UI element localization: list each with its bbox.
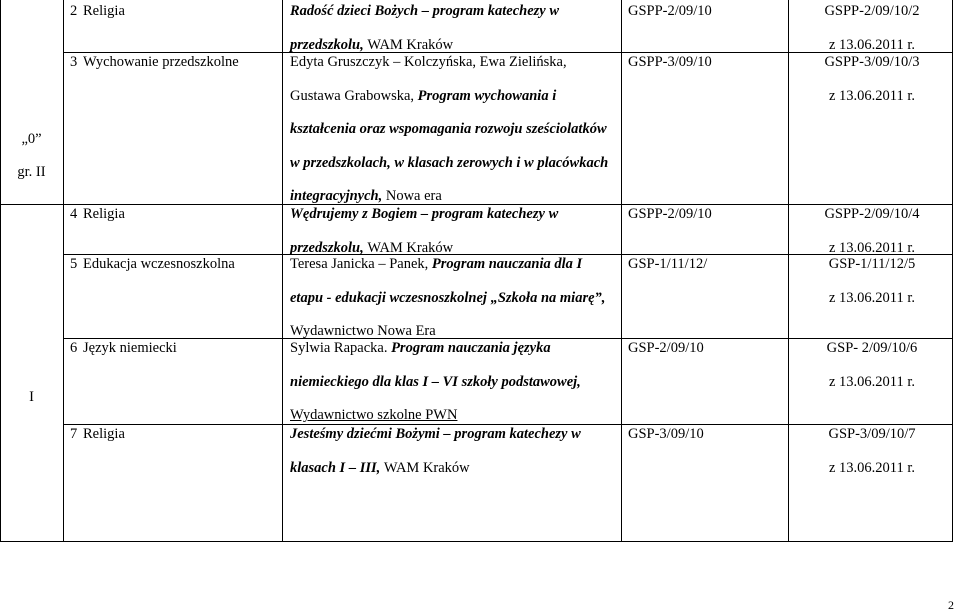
program-code: GSP-3/09/10 [628, 426, 704, 442]
registration-date: z 13.06.2011 r. [828, 289, 916, 306]
subject-name: Religia [83, 206, 125, 222]
program-line [290, 205, 558, 223]
program-text: etapu - edukacji wczesnoszkolnej „Szkoła na miarę”, [290, 289, 606, 306]
program-text: Wydawnictwo Nowa Era [290, 323, 436, 340]
program-text: Wydawnictwo szkolne PWN [290, 407, 458, 424]
program-line [290, 425, 581, 443]
program-text: Program nauczania języka [391, 340, 551, 356]
registration-date: z 13.06.2011 r. [828, 87, 916, 104]
program-text: Gustawa Grabowska, [290, 87, 418, 104]
registration-number: GSPP-2/09/10/4 [824, 206, 920, 222]
program-line [290, 120, 607, 138]
program-text: klasach I – III, [290, 459, 384, 476]
program-text: Edyta Gruszczyk – Kolczyńska, Ewa Zielińska, [290, 54, 567, 70]
row-number: 4 [70, 206, 78, 222]
row-number: 6 [70, 340, 78, 356]
row-number: 7 [70, 426, 78, 442]
row-number: 2 [70, 3, 78, 19]
program-line [290, 289, 605, 307]
program-text: Wędrujemy z Bogiem – program katechezy w [290, 206, 559, 222]
page-number: 2 [948, 598, 954, 612]
registration-date: z 13.06.2011 r. [828, 36, 916, 53]
program-text: Radość dzieci Bożych – program katechezy w [290, 3, 560, 19]
program-text: Program wychowania i [417, 87, 557, 104]
program-line [290, 187, 442, 205]
program-line [290, 2, 559, 20]
program-text: niemieckiego dla klas I – VI szkoły podstawowej, [290, 373, 581, 390]
registration-number: GSP-1/11/12/5 [828, 256, 916, 272]
program-text: integracyjnych, [290, 188, 386, 205]
program-text: Teresa Janicka – Panek, [290, 256, 432, 272]
program-text: w przedszkolach, w klasach zerowych i w placówkach [290, 154, 609, 171]
program-text: przedszkolu, [290, 36, 368, 53]
program-code: GSP-1/11/12/ [628, 256, 708, 272]
program-text: Sylwia Rapacka. [290, 340, 392, 356]
program-code: GSP-2/09/10 [628, 340, 704, 356]
program-text: WAM Kraków [367, 239, 454, 256]
program-line [290, 154, 608, 172]
program-line [290, 322, 436, 340]
program-line [290, 239, 453, 257]
subject-name: Wychowanie przedszkolne [83, 54, 239, 70]
program-text: przedszkolu, [290, 239, 368, 256]
program-code: GSPP-3/09/10 [628, 54, 712, 70]
subject-name: Religia [83, 426, 125, 442]
registration-date: z 13.06.2011 r. [828, 239, 916, 256]
registration-number: GSPP-3/09/10/3 [824, 54, 920, 70]
program-text: Nowa era [385, 188, 442, 205]
program-line [290, 406, 457, 424]
subject-name: Edukacja wczesnoszkolna [83, 256, 235, 272]
registration-number: GSPP-2/09/10/2 [824, 3, 920, 19]
registration-number: GSP-3/09/10/7 [828, 426, 916, 442]
subject-name: Język niemiecki [83, 340, 177, 356]
registration-date: z 13.06.2011 r. [828, 373, 916, 390]
program-text: kształcenia oraz wspomagania rozwoju sześciolatków [290, 121, 607, 138]
registration-number: GSP- 2/09/10/6 [826, 340, 918, 356]
program-code: GSPP-2/09/10 [628, 3, 712, 19]
group-label-line1: „0” [21, 131, 42, 147]
program-line [290, 339, 551, 357]
row-number: 5 [70, 256, 78, 272]
program-text: Program nauczania dla I [431, 256, 583, 272]
program-code: GSPP-2/09/10 [628, 206, 712, 222]
program-line [290, 459, 470, 477]
subject-name: Religia [83, 3, 125, 19]
program-line [290, 36, 453, 54]
program-line [290, 53, 567, 71]
program-text: WAM Kraków [383, 459, 470, 476]
program-line [290, 255, 582, 273]
row-number: 3 [70, 54, 78, 70]
program-text: Jesteśmy dziećmi Bożymi – program katechezy w [290, 426, 581, 442]
program-line [290, 87, 556, 105]
group-label-line2: gr. II [17, 164, 46, 180]
program-text: WAM Kraków [367, 36, 454, 53]
group-label: I [29, 389, 34, 405]
program-line [290, 373, 581, 391]
registration-date: z 13.06.2011 r. [828, 459, 916, 476]
